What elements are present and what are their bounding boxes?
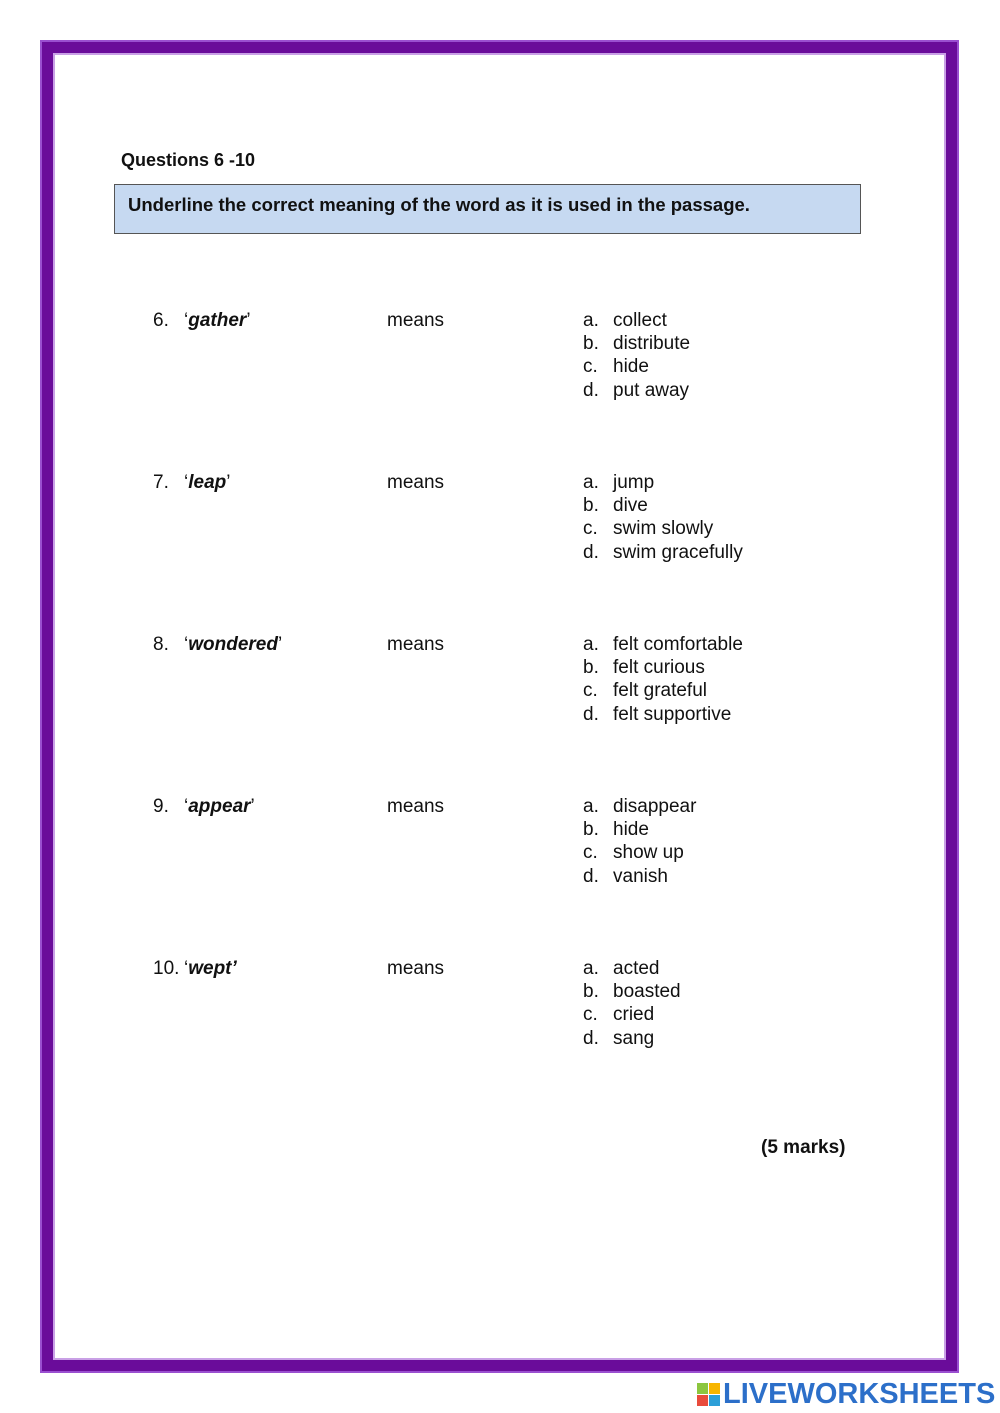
means-label: means [387, 310, 445, 331]
option-c[interactable]: c. felt grateful [583, 680, 707, 702]
section-title: Questions 6 -10 [121, 150, 256, 170]
option-c[interactable]: c. cried [583, 1004, 655, 1026]
question-number: 8. [153, 634, 169, 655]
means-label: means [387, 958, 445, 979]
target-word: leap [188, 472, 227, 493]
options-list [583, 472, 743, 565]
option-d[interactable]: d. sang [583, 1027, 655, 1049]
option-c[interactable]: c. swim slowly [583, 518, 714, 540]
question-word: ‘wept’ [184, 958, 237, 979]
option-d[interactable]: d. swim gracefully [583, 541, 743, 563]
option-a[interactable]: a. jump [583, 472, 655, 493]
page-border [40, 40, 959, 1373]
question-word: ‘leap’ [184, 472, 231, 493]
option-a[interactable]: a. felt comfortable [583, 634, 743, 655]
question-number: 7. [153, 472, 169, 493]
means-label: means [387, 634, 445, 655]
question-word: ‘gather’ [184, 310, 251, 331]
means-label: means [387, 796, 445, 817]
option-b[interactable]: b. boasted [583, 981, 681, 1003]
option-d[interactable]: d. felt supportive [583, 703, 732, 725]
option-b[interactable]: b. hide [583, 819, 649, 841]
liveworksheets-logo[interactable] [697, 1378, 995, 1411]
options-list [583, 634, 743, 727]
question-word: ‘wondered’ [184, 634, 283, 655]
option-c[interactable]: c. show up [583, 842, 684, 864]
options-list [583, 310, 690, 403]
question-number: 6. [153, 310, 169, 331]
option-d[interactable]: d. put away [583, 379, 690, 401]
option-b[interactable]: b. distribute [583, 333, 691, 355]
option-b[interactable]: b. felt curious [583, 657, 705, 679]
option-d[interactable]: d. vanish [583, 865, 668, 887]
target-word: wondered [188, 634, 278, 655]
logo-text: LIVEWORKSHEETS [723, 1378, 996, 1410]
target-word: gather [188, 310, 247, 331]
option-a[interactable]: a. disappear [583, 796, 697, 817]
target-word: wept’ [188, 958, 237, 979]
question-word: ‘appear’ [184, 796, 255, 817]
liveworksheets-logo-icon [697, 1383, 720, 1406]
page-sheet [53, 53, 946, 1360]
question-number: 9. [153, 796, 169, 817]
target-word: appear [188, 796, 251, 817]
instruction-box [114, 184, 861, 234]
means-label: means [387, 472, 445, 493]
options-list [583, 958, 681, 1051]
marks-label: (5 marks) [761, 1137, 846, 1158]
instruction-text: Underline the correct meaning of the word as it is used in the passage. [128, 194, 750, 215]
option-a[interactable]: a. acted [583, 958, 660, 979]
options-list [583, 796, 696, 889]
option-b[interactable]: b. dive [583, 495, 648, 517]
option-c[interactable]: c. hide [583, 356, 649, 378]
option-a[interactable]: a. collect [583, 310, 667, 331]
question-number: 10. [153, 958, 180, 979]
